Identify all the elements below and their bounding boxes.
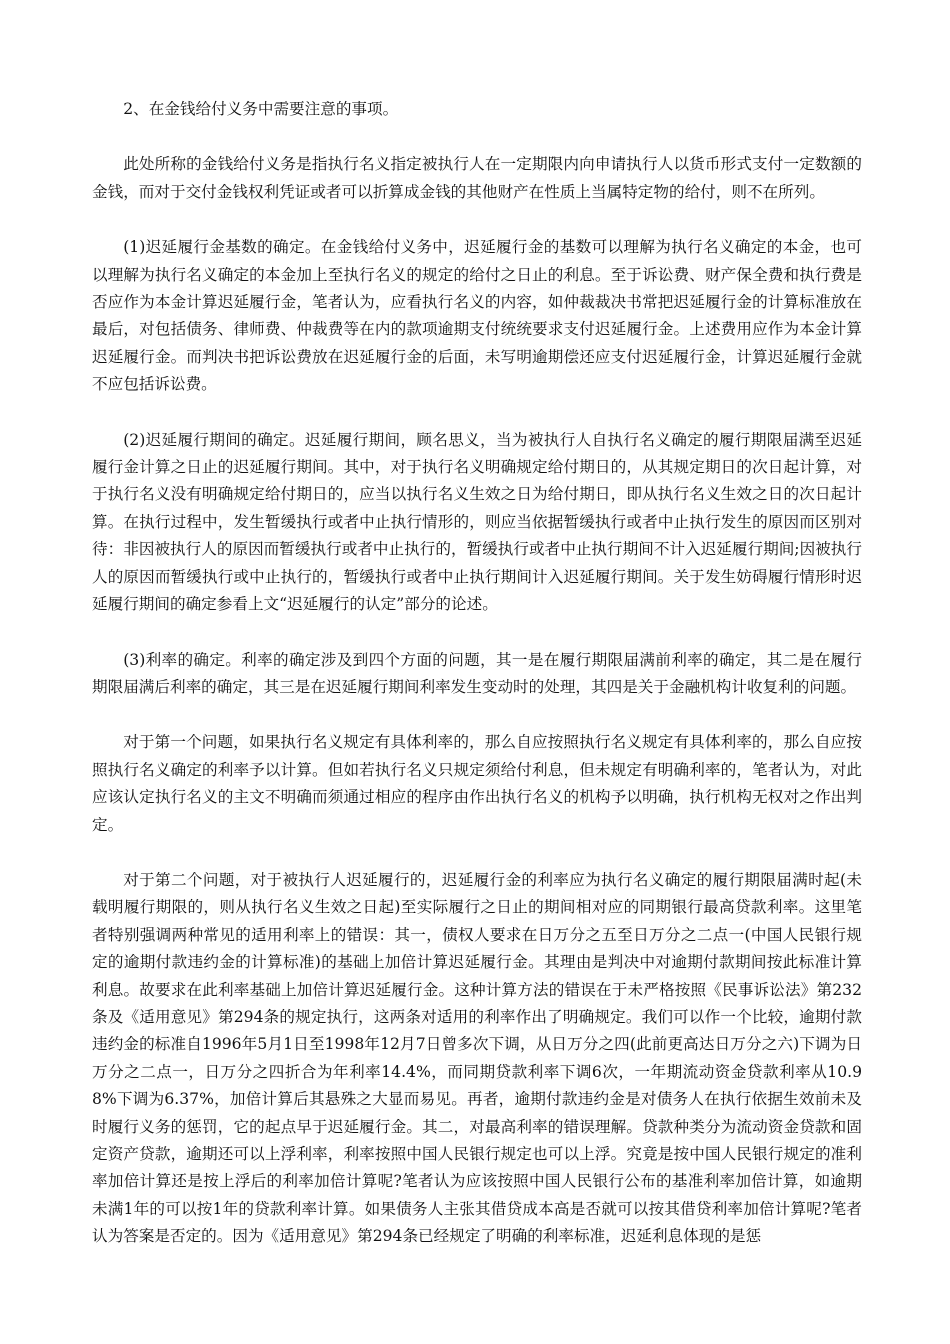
section-heading: 2、在金钱给付义务中需要注意的事项。 xyxy=(123,100,399,118)
paragraph-second-issue: 对于第二个问题，对于被执行人迟延履行的，迟延履行金的利率应为执行名义确定的履行期限届满时起(未载明履行期限的，则从执行名义生效之日起)至实际履行之日止的期间相对应的同期银行最高贷款利率。这里笔者特别强调两种常见的适用利率上的错误：其一，债权人要求在日万分之五至日万分之二点一(中国人民银行规定的逾期付款违约金的计算标准)的基础上加倍计算迟延履行金。其理由是判决中对逾期付款期间按此标准计算利息。故要求在此利率基础上加倍计算迟延履行金。这种计算方法的错误在于未严格按照《民事诉讼法》第232条及《适用意见》第294条的规定执行，这两条对适用的利率作出了明确规定。我们可以作一个比较，逾期付款违约金的标准自1996年5月1日至1998年12月7日曾多次下调，从日万分之四(此前更高达日万分之六)下调为日万分之二点一，日万分之四折合为年利率14.4%，而同期贷款利率下调6次，一年期流动资金贷款利率从10.98%下调为6.37%，加倍计算后其悬殊之大显而易见。再者，逾期付款违约金是对债务人在执行依据生效前未及时履行义务的惩罚，它的起点早于迟延履行金。其二，对最高利率的错误理解。贷款种类分为流动资金贷款和固定资产贷款，逾期还可以上浮利率，利率按照中国人民银行规定也可以上浮。究竟是按中国人民银行规定的准利率加倍计算还是按上浮后的利率加倍计算呢?笔者认为应该按照中国人民银行公布的基准利率加倍计算，如逾期未满1年的可以按1年的贷款利率计算。如果债务人主张其借贷成本高是否就可以按其借贷利率加倍计算呢?笔者认为答案是否定的。因为《适用意见》第294条已经规定了明确的利率标准，迟延利息体现的是惩 xyxy=(92,870,862,1246)
paragraph-interest-rate: (3)利率的确定。利率的确定涉及到四个方面的问题，其一是在履行期限届满前利率的确定，其二是在履行期限届满后利率的确定，其三是在迟延履行期间利率发生变动时的处理，其四是关于金融机构计收复利的问题。 xyxy=(92,650,862,696)
paragraph-base-amount: (1)迟延履行金基数的确定。在金钱给付义务中，迟延履行金的基数可以理解为执行名义确定的本金，也可以理解为执行名义确定的本金加上至执行名义的规定的给付之日止的利息。至于诉讼费、财产保全费和执行费是否应作为本金计算迟延履行金，笔者认为，应看执行名义的内容，如仲裁裁决书常把迟延履行金的计算标准放在最后，对包括债务、律师费、仲裁费等在内的款项逾期支付统统要求支付迟延履行金。上述费用应作为本金计算迟延履行金。而判决书把诉讼费放在迟延履行金的后面，未写明逾期偿还应支付迟延履行金，计算迟延履行金就不应包括诉讼费。 xyxy=(92,238,862,394)
paragraph-delay-period: (2)迟延履行期间的确定。迟延履行期间，顾名思义，当为被执行人自执行名义确定的履行期限届满至迟延履行金计算之日止的迟延履行期间。其中，对于执行名义明确规定给付期日的，从其规定期日的次日起计算，对于执行名义没有明确规定给付期日的，应当以执行名义生效之日为给付期日，即从执行名义生效之日的次日起计算。在执行过程中，发生暂缓执行或者中止执行情形的，则应当依据暂缓执行或者中止执行发生的原因而区别对待：非因被执行人的原因而暂缓执行或者中止执行的，暂缓执行或者中止执行期间不计入迟延履行期间;因被执行人的原因而暂缓执行或中止执行的，暂缓执行或者中止执行期间计入迟延履行期间。关于发生妨碍履行情形时迟延履行期间的确定参看上文“迟延履行的认定”部分的论述。 xyxy=(92,430,862,614)
paragraph-first-issue: 对于第一个问题，如果执行名义规定有具体利率的，那么自应按照执行名义规定有具体利率的，那么自应按照执行名义确定的利率予以计算。但如若执行名义只规定须给付利息，但未规定有明确利率的，笔者认为，对此应该认定执行名义的主文不明确而须通过相应的程序由作出执行名义的机构予以明确，执行机构无权对之作出判定。 xyxy=(92,733,862,834)
paragraph-definition: 此处所称的金钱给付义务是指执行名义指定被执行人在一定期限内向申请执行人以货币形式支付一定数额的金钱，而对于交付金钱权利凭证或者可以折算成金钱的其他财产在性质上当属特定物的给付，则不在所列。 xyxy=(92,155,862,201)
document-page xyxy=(92,96,862,1251)
